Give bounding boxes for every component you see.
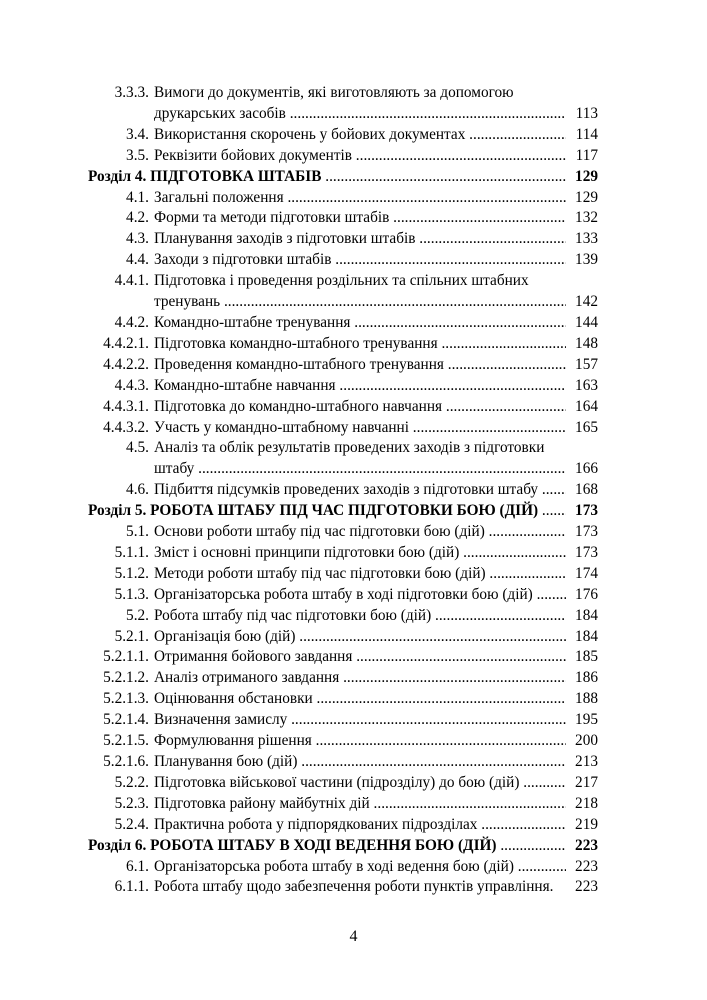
toc-title: Аналіз та облік результатів проведених заходів з підготовки bbox=[154, 439, 545, 457]
toc-number: 6.1.1. bbox=[114, 878, 149, 896]
toc-section[interactable] bbox=[88, 501, 598, 522]
toc-number: 5.1.2. bbox=[114, 564, 149, 582]
toc-page: 129 bbox=[575, 188, 598, 206]
toc-title: Підготовка військової частини (підрозділу) до бою (дій) ..... bbox=[154, 773, 566, 794]
toc-page: 144 bbox=[575, 313, 598, 331]
toc-entry[interactable] bbox=[88, 857, 598, 878]
toc-title: Використання скорочень у бойових документах ..... bbox=[154, 125, 566, 146]
toc-page: 223 bbox=[575, 836, 598, 854]
toc-title: Робота штабу під час підготовки бою (дій) ..... bbox=[154, 606, 566, 627]
toc-entry[interactable] bbox=[88, 438, 598, 459]
toc-title: Підготовка командно-штабного тренування ..... bbox=[154, 334, 566, 355]
toc-page: 223 bbox=[575, 878, 598, 896]
toc-title: Організаторська робота штабу в ході ведення бою (дій) ..... bbox=[154, 857, 566, 878]
toc-number: 5.1.1. bbox=[114, 543, 149, 561]
toc-entry[interactable] bbox=[88, 815, 598, 836]
toc-entry[interactable] bbox=[88, 668, 598, 689]
toc-entry[interactable] bbox=[88, 188, 598, 209]
toc-title: Оцінювання обстановки ..... bbox=[154, 689, 566, 710]
toc-number: 5.2.1.6. bbox=[103, 753, 149, 770]
toc-title: Зміст і основні принципи підготовки бою (дій) ..... bbox=[154, 543, 566, 564]
toc-title: штабу ..... bbox=[154, 459, 566, 480]
toc-entry[interactable] bbox=[88, 522, 598, 543]
toc-entry[interactable] bbox=[88, 418, 598, 439]
toc-title: Організація бою (дій) ..... bbox=[154, 627, 566, 648]
toc-section-title: Розділ 5. РОБОТА ШТАБУ ПІД ЧАС ПІДГОТОВКИ БОЮ (ДІЙ) ..... bbox=[88, 501, 566, 522]
toc-number: 5.2.1.5. bbox=[103, 732, 149, 750]
toc-number: 5.1. bbox=[126, 523, 149, 541]
toc-number: 5.2.3. bbox=[114, 794, 149, 812]
toc-entry[interactable] bbox=[88, 585, 598, 606]
toc-title: Отримання бойового завдання ..... bbox=[154, 647, 566, 668]
page-number: 4 bbox=[349, 928, 358, 945]
toc-page: 165 bbox=[575, 418, 598, 436]
toc-entry[interactable] bbox=[88, 606, 598, 627]
toc-entry[interactable] bbox=[88, 376, 598, 397]
toc-number: 4.4.2.1. bbox=[103, 334, 149, 352]
toc-title: Заходи з підготовки штабів ..... bbox=[154, 250, 566, 271]
toc-entry[interactable] bbox=[88, 794, 598, 815]
toc-section-title: Розділ 4. ПІДГОТОВКА ШТАБІВ ..... bbox=[88, 167, 566, 188]
toc-page: 188 bbox=[575, 690, 598, 708]
toc-number: 5.2. bbox=[126, 606, 149, 624]
toc-entry[interactable] bbox=[88, 83, 598, 104]
toc-page: 200 bbox=[575, 732, 598, 750]
toc-entry[interactable] bbox=[88, 146, 598, 167]
toc-number: 6.1. bbox=[126, 857, 149, 875]
toc-page: 218 bbox=[575, 794, 598, 812]
toc-page: 139 bbox=[575, 251, 598, 269]
toc-number: 3.4. bbox=[126, 125, 149, 143]
toc-page: 117 bbox=[575, 146, 598, 164]
toc-entry[interactable] bbox=[88, 229, 598, 250]
toc-entry[interactable] bbox=[88, 292, 598, 313]
toc-number: 4.6. bbox=[126, 481, 149, 499]
toc-title: Підготовка до командно-штабного навчання ..... bbox=[154, 397, 566, 418]
toc-title: друкарських засобів ..... bbox=[154, 104, 566, 125]
toc-entry[interactable] bbox=[88, 689, 598, 710]
toc-page: 157 bbox=[575, 355, 598, 373]
toc-title: Підготовка району майбутніх дій ..... bbox=[154, 794, 566, 815]
toc-title: Аналіз отриманого завдання ..... bbox=[154, 668, 566, 689]
toc-entry[interactable] bbox=[88, 647, 598, 668]
toc-section[interactable] bbox=[88, 167, 598, 188]
toc-number: 4.3. bbox=[126, 230, 149, 248]
toc-title: Командно-штабне тренування ..... bbox=[154, 313, 566, 334]
toc-page: 163 bbox=[575, 376, 598, 394]
toc-page: 185 bbox=[575, 648, 598, 666]
toc-number: 5.2.1. bbox=[114, 627, 149, 645]
toc-page: 195 bbox=[575, 711, 598, 729]
toc-page: 164 bbox=[575, 397, 598, 415]
toc-title: Формулювання рішення ..... bbox=[154, 731, 566, 752]
toc-entry[interactable] bbox=[88, 104, 598, 125]
toc-number: 5.2.1.1. bbox=[103, 648, 149, 666]
toc-page: 213 bbox=[575, 753, 598, 770]
toc-number: 4.4.3. bbox=[114, 376, 149, 394]
toc-title: Форми та методи підготовки штабів ..... bbox=[154, 208, 566, 229]
toc-page: 184 bbox=[575, 627, 598, 645]
toc-number: 3.5. bbox=[126, 146, 149, 164]
toc-entry[interactable] bbox=[88, 271, 598, 292]
toc-number: 5.2.1.2. bbox=[103, 669, 149, 687]
toc-entry[interactable] bbox=[88, 877, 598, 898]
toc-page: 133 bbox=[575, 230, 598, 248]
toc-entry[interactable] bbox=[88, 564, 598, 585]
toc-number: 4.2. bbox=[126, 209, 149, 227]
toc-number: 5.2.1.4. bbox=[103, 711, 149, 729]
toc-number: 5.2.2. bbox=[114, 773, 149, 791]
toc-page: 184 bbox=[575, 606, 598, 624]
toc-entry[interactable] bbox=[88, 334, 598, 355]
toc-title: Підготовка і проведення роздільних та спільних штабних bbox=[154, 272, 529, 290]
toc-entry[interactable] bbox=[88, 208, 598, 229]
toc-entry[interactable] bbox=[88, 397, 598, 418]
toc-page: 176 bbox=[575, 585, 598, 603]
toc-title: Підбиття підсумків проведених заходів з підготовки штабу ..... bbox=[154, 480, 566, 501]
toc-number: 4.5. bbox=[126, 439, 149, 457]
toc-number: 4.4.3.1. bbox=[103, 397, 149, 415]
toc-title: Практична робота у підпорядкованих підрозділах ..... bbox=[154, 815, 566, 836]
toc-entry[interactable] bbox=[88, 125, 598, 146]
toc-number: 4.4.1. bbox=[114, 272, 149, 290]
toc-title: Планування бою (дій) ..... bbox=[154, 752, 566, 773]
toc-entry[interactable] bbox=[88, 313, 598, 334]
toc-entry[interactable] bbox=[88, 752, 598, 773]
toc-number: 3.3.3. bbox=[114, 84, 149, 101]
toc-page: 223 bbox=[575, 857, 598, 875]
toc-entry[interactable] bbox=[88, 731, 598, 752]
toc-page: 132 bbox=[575, 209, 598, 227]
toc-title: Командно-штабне навчання ..... bbox=[154, 376, 566, 397]
toc-title: Основи роботи штабу під час підготовки бою (дій) ..... bbox=[154, 522, 566, 543]
toc-entry[interactable] bbox=[88, 627, 598, 648]
toc-page: 219 bbox=[575, 815, 598, 833]
toc-title: Планування заходів з підготовки штабів ..... bbox=[154, 229, 566, 250]
toc-title: Проведення командно-штабного тренування ..... bbox=[154, 355, 566, 376]
toc-number: 4.4. bbox=[126, 251, 149, 269]
toc-page: 174 bbox=[575, 564, 598, 582]
toc-page: 166 bbox=[575, 460, 598, 478]
toc-title: Участь у командно-штабному навчанні ..... bbox=[154, 418, 566, 439]
toc-page: 114 bbox=[575, 125, 598, 143]
toc-page: 173 bbox=[575, 523, 598, 541]
table-of-contents bbox=[88, 83, 598, 898]
toc-number: 5.1.3. bbox=[114, 585, 149, 603]
toc-number: 5.2.1.3. bbox=[103, 690, 149, 708]
toc-entry[interactable] bbox=[88, 250, 598, 271]
toc-page: 142 bbox=[575, 293, 598, 311]
toc-entry[interactable] bbox=[88, 480, 598, 501]
toc-entry[interactable] bbox=[88, 773, 598, 794]
toc-title: Методи роботи штабу під час підготовки бою (дій) ..... bbox=[154, 564, 566, 585]
toc-entry[interactable] bbox=[88, 543, 598, 564]
toc-title: тренувань ..... bbox=[154, 292, 566, 313]
toc-number: 5.2.4. bbox=[114, 815, 149, 833]
toc-page: 173 bbox=[575, 502, 598, 520]
toc-entry[interactable] bbox=[88, 355, 598, 376]
toc-title: Вимоги до документів, які виготовляють за допомогою bbox=[154, 84, 514, 101]
toc-number: 4.4.2. bbox=[114, 313, 149, 331]
toc-page: 113 bbox=[575, 104, 598, 122]
toc-page: 186 bbox=[575, 669, 598, 687]
toc-number: 4.4.3.2. bbox=[103, 418, 149, 436]
toc-title: Визначення замислу ..... bbox=[154, 710, 566, 731]
toc-page: 217 bbox=[575, 773, 598, 791]
toc-number: 4.1. bbox=[126, 188, 149, 206]
toc-entry[interactable] bbox=[88, 459, 598, 480]
toc-page: 148 bbox=[575, 334, 598, 352]
toc-page: 129 bbox=[575, 167, 598, 185]
toc-number: 4.4.2.2. bbox=[103, 355, 149, 373]
toc-section[interactable] bbox=[88, 836, 598, 857]
toc-title: Реквізити бойових документів ..... bbox=[154, 146, 566, 167]
toc-page: 173 bbox=[575, 543, 598, 561]
toc-entry[interactable] bbox=[88, 710, 598, 731]
toc-page: 168 bbox=[575, 481, 598, 499]
toc-title: Робота штабу щодо забезпечення роботи пунктів управління. bbox=[154, 878, 554, 896]
toc-title: Організаторська робота штабу в ході підготовки бою (дій) ..... bbox=[154, 585, 566, 606]
toc-section-title: Розділ 6. РОБОТА ШТАБУ В ХОДІ ВЕДЕННЯ БОЮ (ДІЙ) ..... bbox=[88, 836, 566, 857]
toc-title: Загальні положення ..... bbox=[154, 188, 566, 209]
